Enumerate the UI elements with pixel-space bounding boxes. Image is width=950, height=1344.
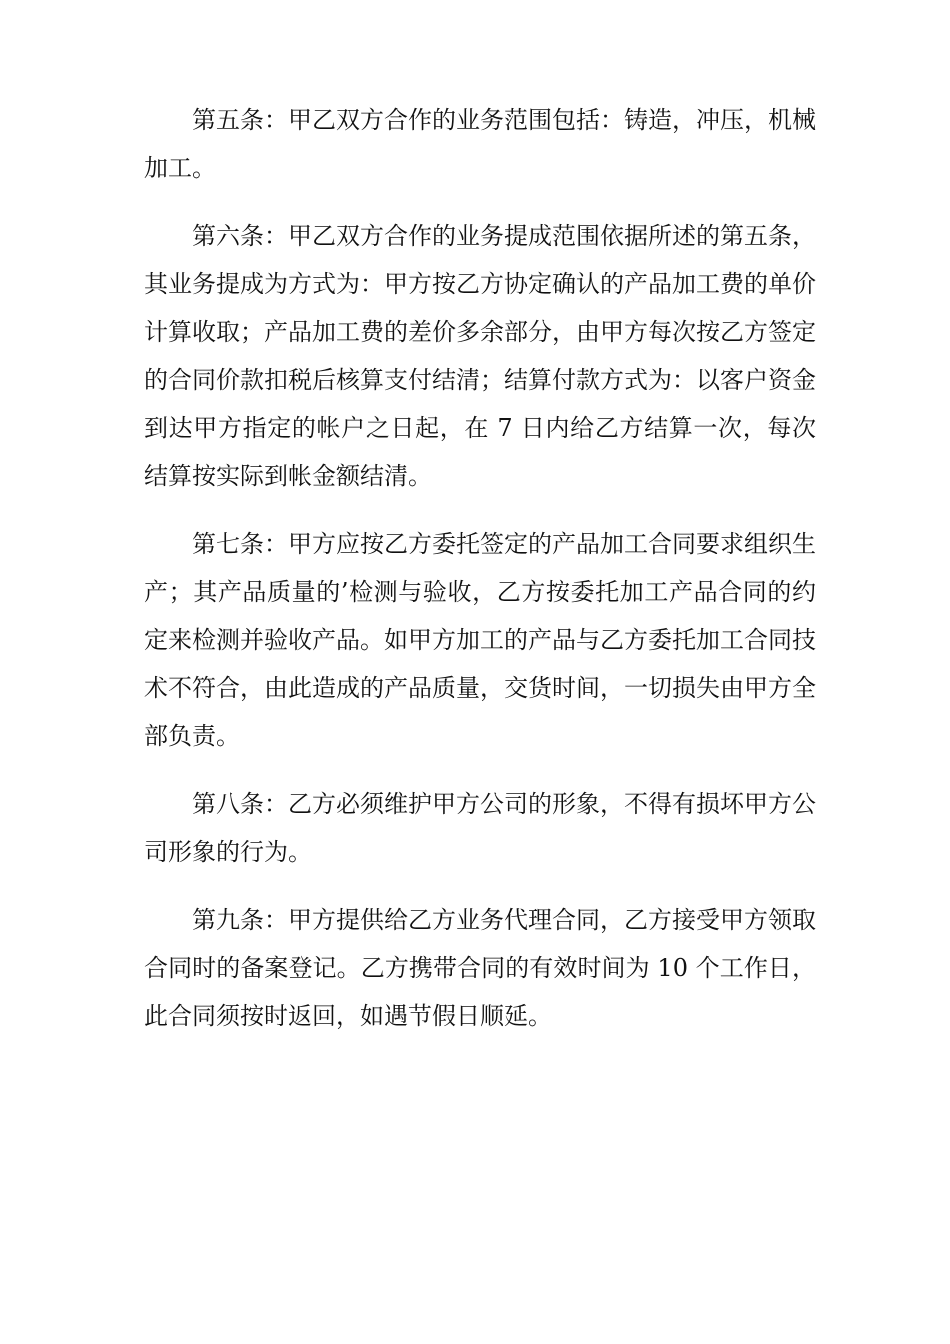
article-5-paragraph: 第五条：甲乙双方合作的业务范围包括：铸造，冲压，机械加工。 [144, 106, 816, 182]
article-9-paragraph: 第九条：甲方提供给乙方业务代理合同，乙方接受甲方领取合同时的备案登记。乙方携带合同的有效时间为 10 个工作日，此合同须按时返回，如遇节假日顺延。 [144, 906, 816, 1030]
document-body [144, 96, 816, 1060]
article-6-paragraph: 第六条：甲乙双方合作的业务提成范围依据所述的第五条，其业务提成为方式为：甲方按乙方协定确认的产品加工费的单价计算收取；产品加工费的差价多余部分，由甲方每次按乙方签定的合同价款扣税后核算支付结清；结算付款方式为：以客户资金到达甲方指定的帐户之日起，在 7 日内给乙方结算一次，每次结算按实际到帐金额结清。 [144, 222, 816, 490]
article-7-paragraph: 第七条：甲方应按乙方委托签定的产品加工合同要求组织生产；其产品质量的’检测与验收，乙方按委托加工产品合同的约定来检测并验收产品。如甲方加工的产品与乙方委托加工合同技术不符合，由此造成的产品质量，交货时间，一切损失由甲方全部负责。 [144, 530, 816, 750]
article-8-paragraph: 第八条：乙方必须维护甲方公司的形象，不得有损坏甲方公司形象的行为。 [144, 790, 816, 866]
